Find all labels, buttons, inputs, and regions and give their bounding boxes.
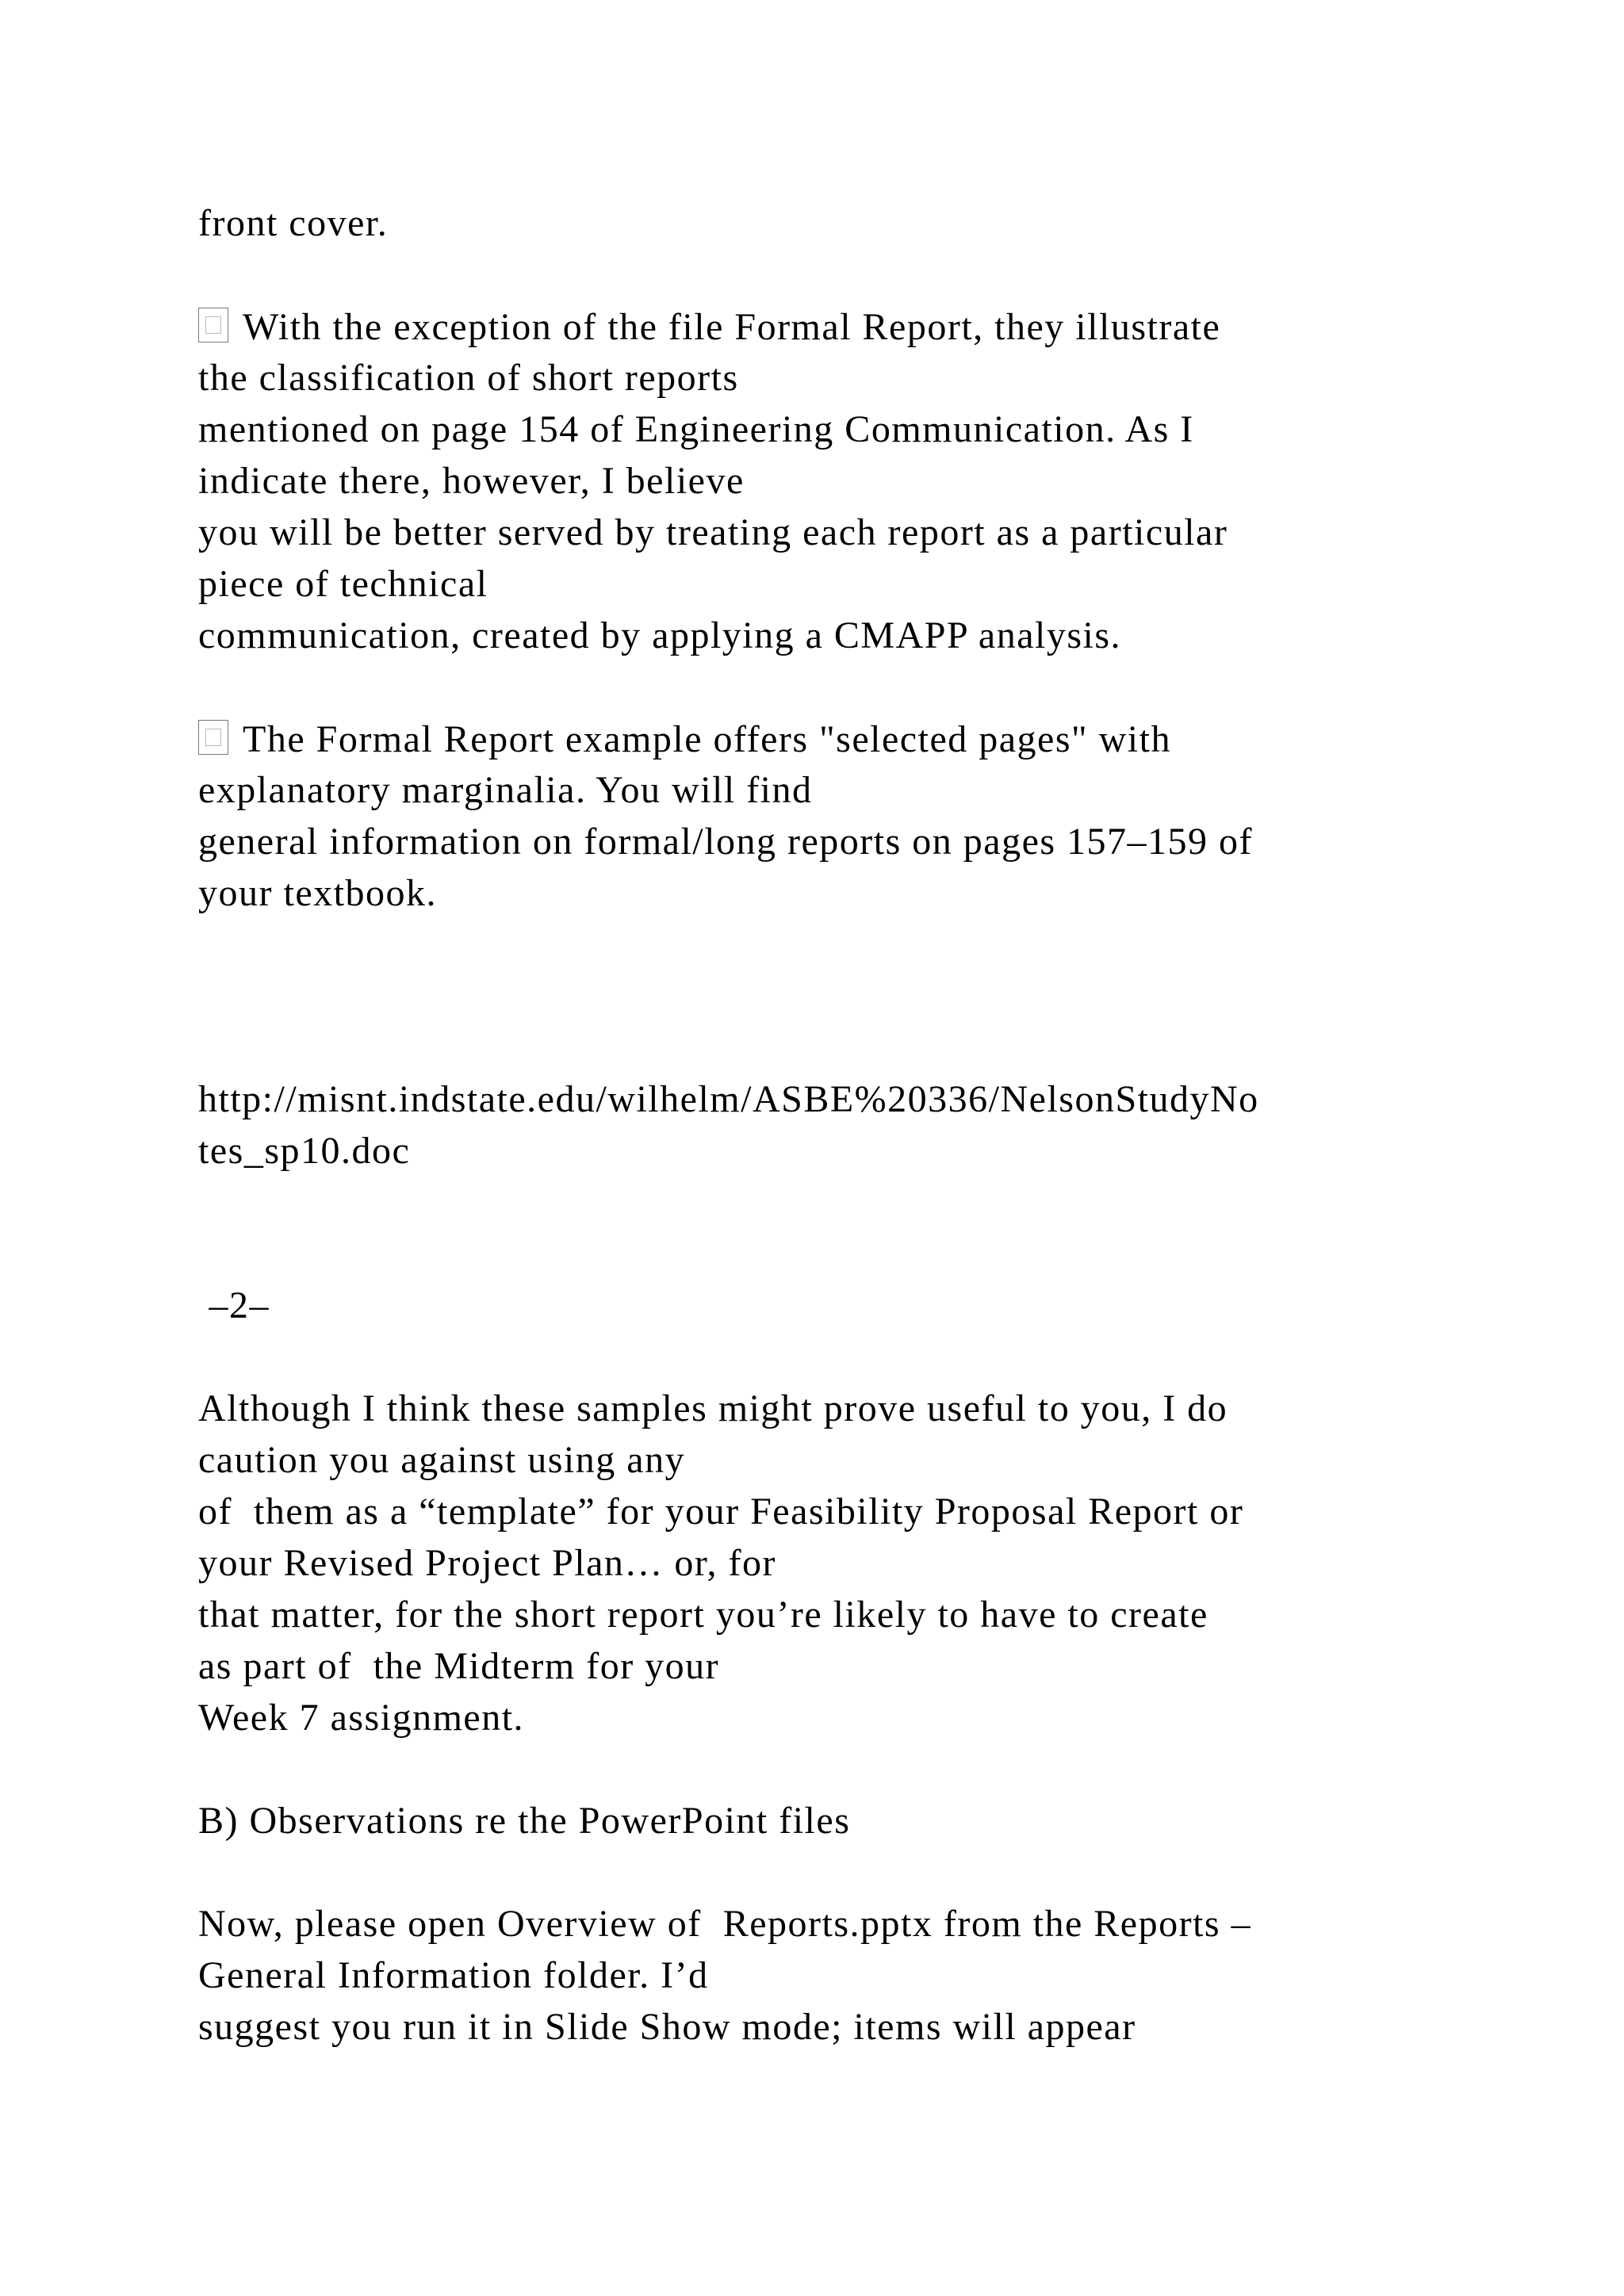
section-heading: B) Observations re the PowerPoint files [198,1800,851,1842]
text-line: Now, please open Overview of Reports.pptx from the Reports – [198,1903,1252,1945]
text-line: as part of the Midterm for your [198,1645,720,1687]
text-line: general information on formal/long reports on pages 157–159 of [198,821,1254,863]
text-line: Week 7 assignment. [198,1697,525,1739]
url-line: http://misnt.indstate.edu/wilhelm/ASBE%20336/NelsonStudyNo [198,1078,1259,1120]
bullet-line [198,308,1220,346]
text-line: your Revised Project Plan… or, for [198,1542,776,1584]
text-line: General Information folder. I’d [198,1954,709,1996]
text-line: suggest you run it in Slide Show mode; items will appear [198,2006,1136,2048]
missing-glyph-box-icon [198,720,228,755]
text-line: explanatory marginalia. You will find [198,769,813,811]
text-line: indicate there, however, I believe [198,460,745,502]
missing-glyph-box-icon [198,308,228,342]
text-line: the classification of short reports [198,357,739,399]
text-line: piece of technical [198,563,488,605]
text-line: your textbook. [198,872,437,914]
text-line: front cover. [198,202,389,244]
text-line: that matter, for the short report you’re likely to have to create [198,1594,1208,1636]
text-line: of them as a “template” for your Feasibility Proposal Report or [198,1490,1244,1533]
text-line: Although I think these samples might prove useful to you, I do [198,1387,1228,1429]
text-line: caution you against using any [198,1439,686,1481]
text-line: communication, created by applying a CMAPP analysis. [198,614,1122,656]
text-line: With the exception of the file Formal Report, they illustrate [243,306,1221,348]
page-number: –2– [198,1284,270,1326]
url-line: tes_sp10.doc [198,1130,411,1172]
bullet-line [198,720,1171,759]
text-line: The Formal Report example offers "selected pages" with [243,718,1171,760]
text-line: you will be better served by treating each report as a particular [198,511,1228,553]
text-line: mentioned on page 154 of Engineering Communication. As I [198,408,1194,450]
